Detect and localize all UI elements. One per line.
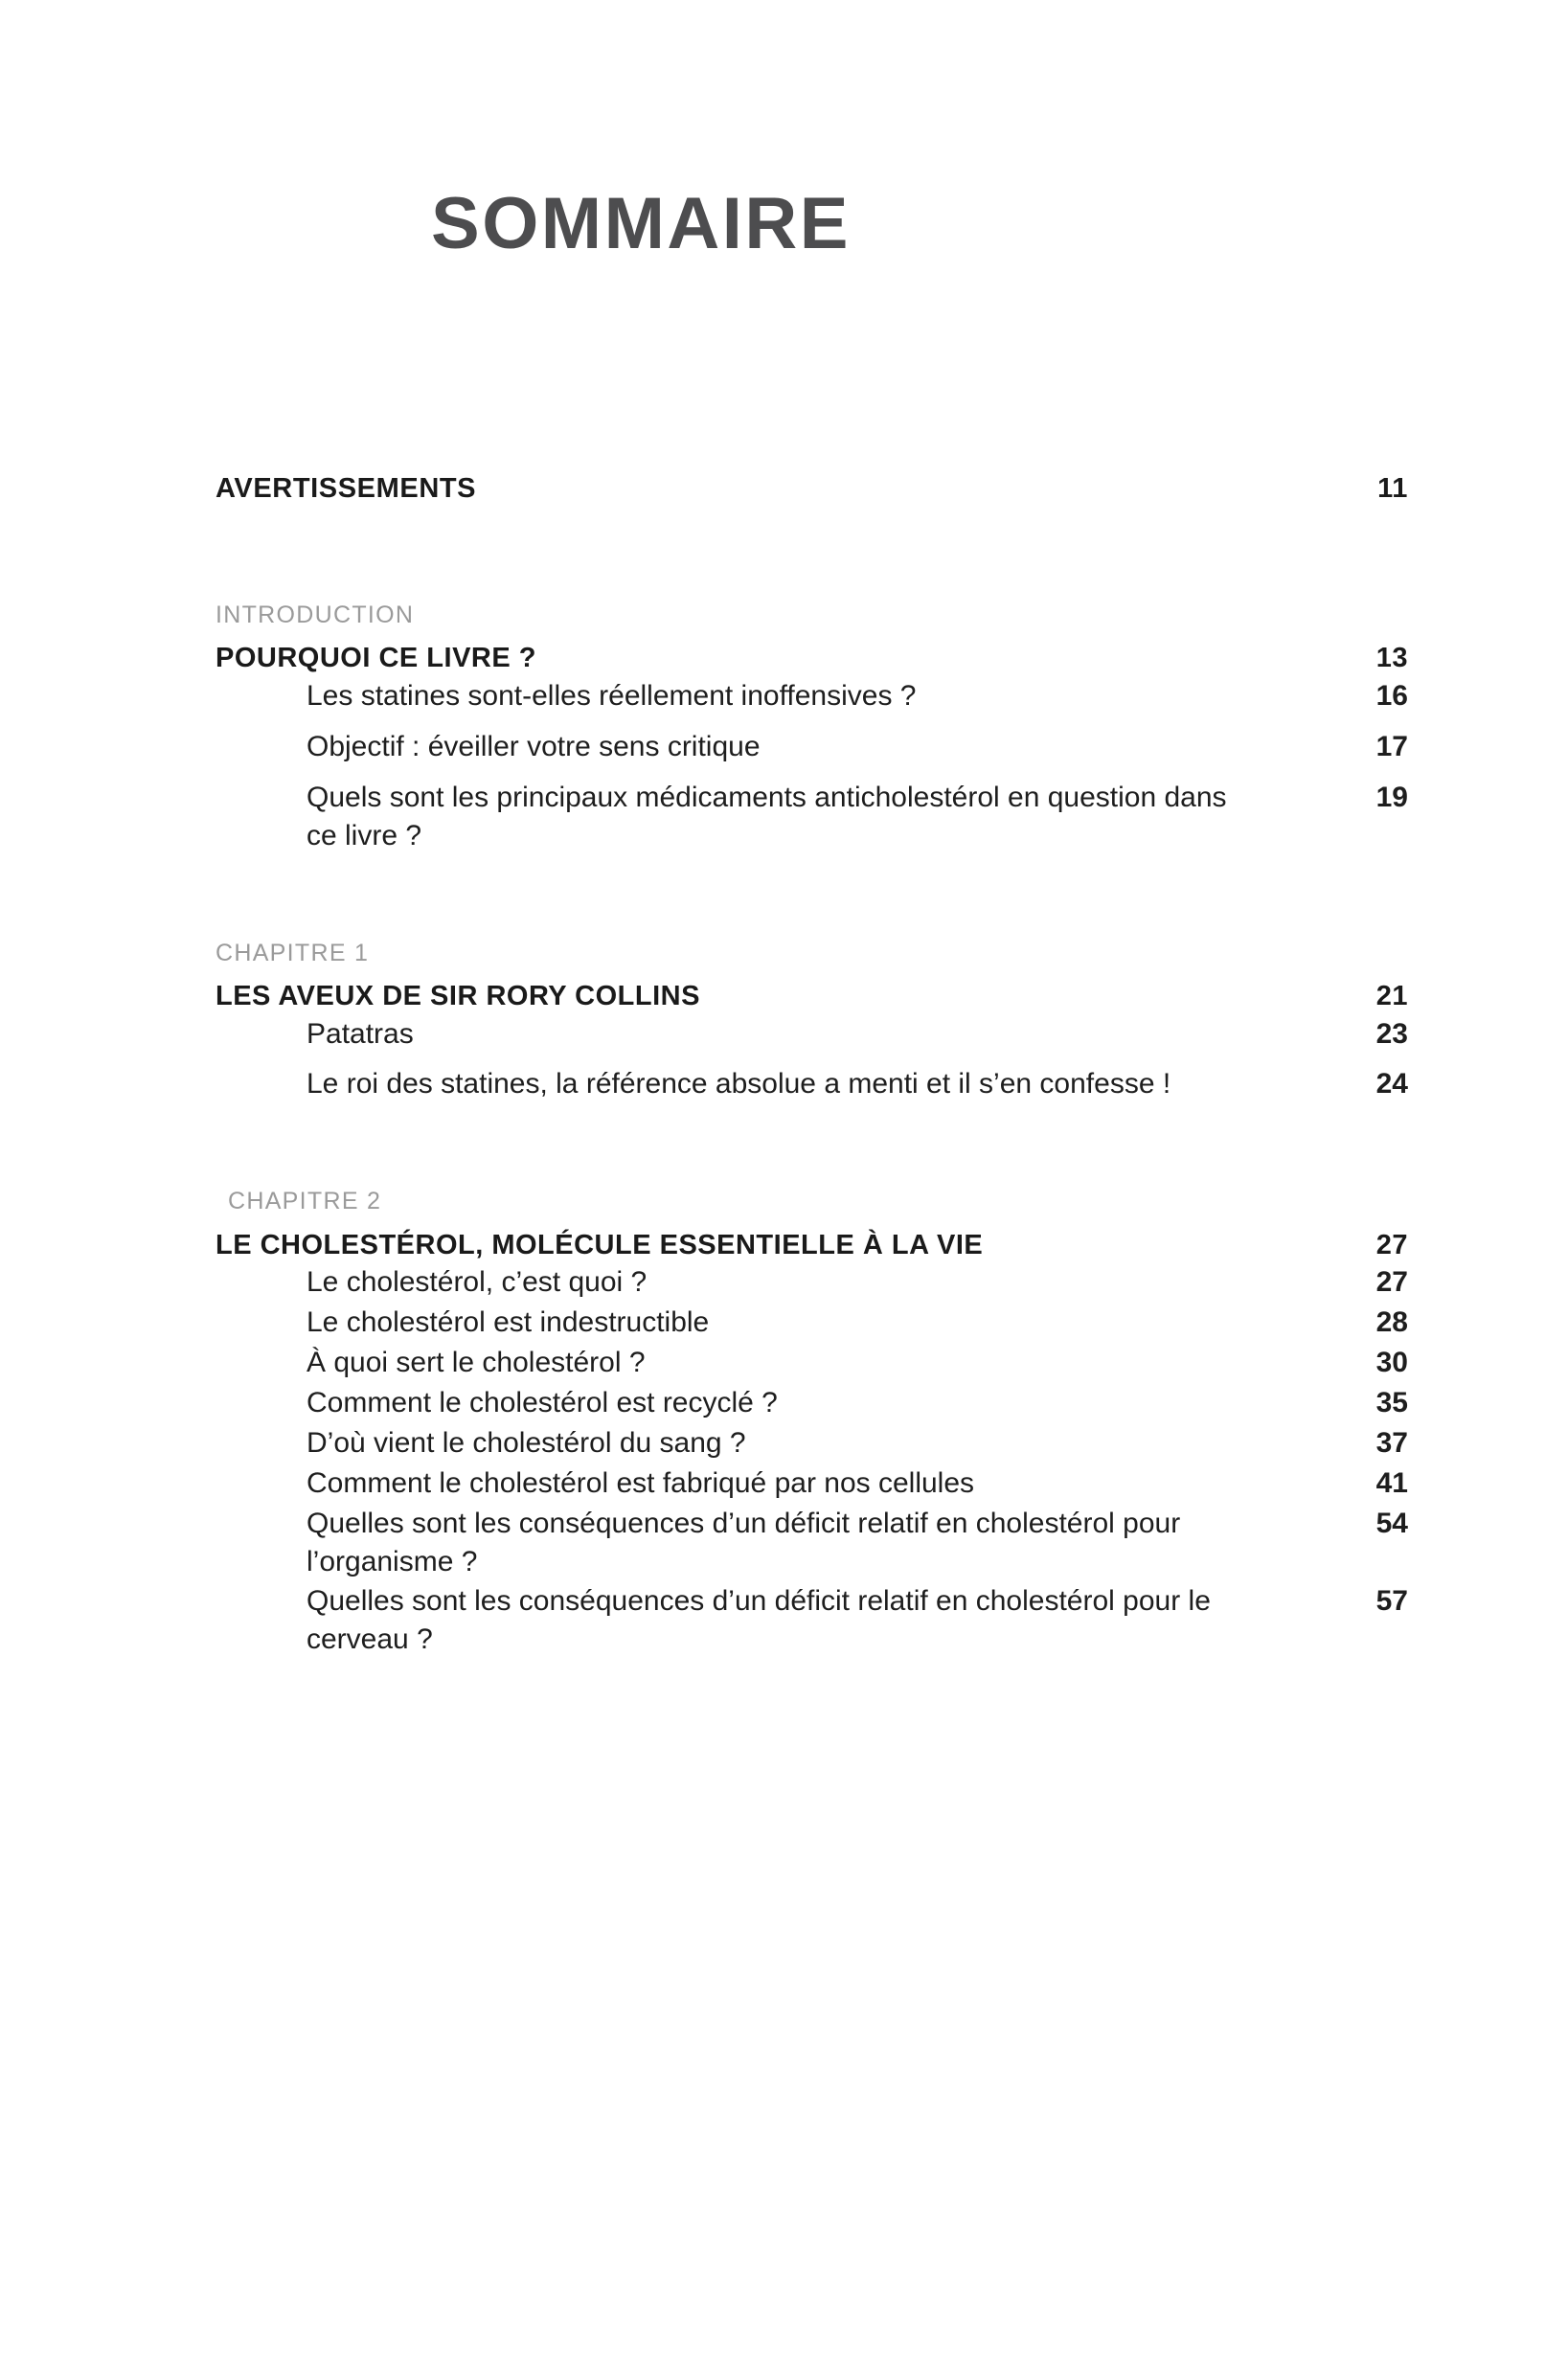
toc-subentry-row[interactable] bbox=[307, 1015, 1408, 1054]
toc-entry-title: POURQUOI CE LIVRE ? bbox=[216, 643, 536, 674]
toc-page-number: 27 bbox=[1375, 1266, 1408, 1299]
page-title: SOMMAIRE bbox=[431, 183, 851, 264]
toc-subentry-row[interactable] bbox=[307, 1464, 1408, 1503]
toc-subentry-row[interactable] bbox=[307, 1304, 1408, 1342]
toc-subentry-title: Le cholestérol est indestructible bbox=[307, 1306, 710, 1339]
toc-subentry-row[interactable] bbox=[307, 1505, 1408, 1581]
toc-page-number: 57 bbox=[1375, 1585, 1408, 1618]
toc-subentry-row[interactable] bbox=[307, 1263, 1408, 1302]
toc-subentry-row[interactable] bbox=[307, 1582, 1408, 1659]
toc-page-number: 19 bbox=[1375, 781, 1408, 813]
toc-entry-title: AVERTISSEMENTS bbox=[216, 473, 477, 504]
toc-subentry-row[interactable] bbox=[307, 728, 1408, 766]
toc-subentry-title: Patatras bbox=[307, 1017, 414, 1050]
toc-page-number: 35 bbox=[1375, 1386, 1408, 1418]
toc-page-number: 54 bbox=[1375, 1507, 1408, 1539]
toc-section-chapitre-2 bbox=[216, 1187, 1408, 1659]
toc-subentry-row[interactable] bbox=[307, 1065, 1408, 1103]
toc-section-label: CHAPITRE 1 bbox=[216, 939, 370, 966]
toc-entry-title: LE CHOLESTÉROL, MOLÉCULE ESSENTIELLE À LA VIE bbox=[216, 1229, 984, 1260]
toc-page-number: 30 bbox=[1375, 1347, 1408, 1379]
spacer bbox=[216, 507, 1408, 601]
toc-page-number: 11 bbox=[1377, 473, 1408, 504]
spacer bbox=[216, 868, 1408, 939]
toc-page-number: 21 bbox=[1375, 980, 1408, 1011]
toc-entries-list bbox=[216, 471, 1408, 1661]
toc-subentry-title: D’où vient le cholestérol du sang ? bbox=[307, 1426, 746, 1459]
toc-row[interactable] bbox=[216, 979, 1408, 1015]
toc-subentry-title: Quels sont les principaux médicaments anticholestérol en question dans ce livre ? bbox=[307, 781, 1227, 851]
toc-subentry-row[interactable] bbox=[307, 1384, 1408, 1422]
toc-page-number: 13 bbox=[1375, 643, 1408, 674]
toc-subentries bbox=[216, 677, 1408, 855]
toc-subentry-title: Quelles sont les conséquences d’un déficit relatif en cholestérol pour le cerveau ? bbox=[307, 1585, 1211, 1656]
toc-subentry-title: Le cholestérol, c’est quoi ? bbox=[307, 1266, 648, 1299]
toc-section-chapitre-1 bbox=[216, 939, 1408, 1104]
toc-entry-title: LES AVEUX DE SIR RORY COLLINS bbox=[216, 980, 700, 1011]
toc-page-number: 24 bbox=[1375, 1068, 1408, 1101]
toc-page-number: 17 bbox=[1375, 730, 1408, 762]
toc-page-number: 27 bbox=[1375, 1229, 1408, 1260]
toc-section-label: INTRODUCTION bbox=[216, 601, 415, 629]
toc-row[interactable] bbox=[216, 471, 1408, 507]
toc-subentry-title: Comment le cholestérol est fabriqué par nos cellules bbox=[307, 1466, 975, 1499]
toc-page-number: 23 bbox=[1375, 1017, 1408, 1050]
toc-subentry-title: Comment le cholestérol est recyclé ? bbox=[307, 1386, 778, 1418]
toc-subentries bbox=[216, 1263, 1408, 1659]
toc-subentry-title: Objectif : éveiller votre sens critique bbox=[307, 730, 761, 762]
toc-subentry-title: Quelles sont les conséquences d’un déficit relatif en cholestérol pour l’organisme ? bbox=[307, 1507, 1181, 1577]
toc-subentry-title: Le roi des statines, la référence absolue a menti et il s’en confesse ! bbox=[307, 1068, 1171, 1101]
toc-subentries bbox=[216, 1015, 1408, 1104]
toc-section-introduction bbox=[216, 601, 1408, 855]
toc-subentry-title: Les statines sont-elles réellement inoffensives ? bbox=[307, 680, 917, 713]
toc-subentry-row[interactable] bbox=[307, 677, 1408, 715]
toc-page-number: 41 bbox=[1375, 1466, 1408, 1499]
toc-page-number: 28 bbox=[1375, 1306, 1408, 1339]
toc-row[interactable] bbox=[216, 1228, 1408, 1264]
toc-section-label: CHAPITRE 2 bbox=[228, 1188, 382, 1215]
toc-section-avertissements[interactable] bbox=[216, 471, 1408, 507]
toc-page-number: 37 bbox=[1375, 1426, 1408, 1459]
toc-subentry-row[interactable] bbox=[307, 779, 1408, 855]
toc-page-number: 16 bbox=[1375, 680, 1408, 713]
toc-subentry-title: À quoi sert le cholestérol ? bbox=[307, 1347, 646, 1379]
spacer bbox=[216, 1116, 1408, 1187]
toc-subentry-row[interactable] bbox=[307, 1424, 1408, 1463]
toc-row[interactable] bbox=[216, 641, 1408, 677]
toc-subentry-row[interactable] bbox=[307, 1344, 1408, 1382]
